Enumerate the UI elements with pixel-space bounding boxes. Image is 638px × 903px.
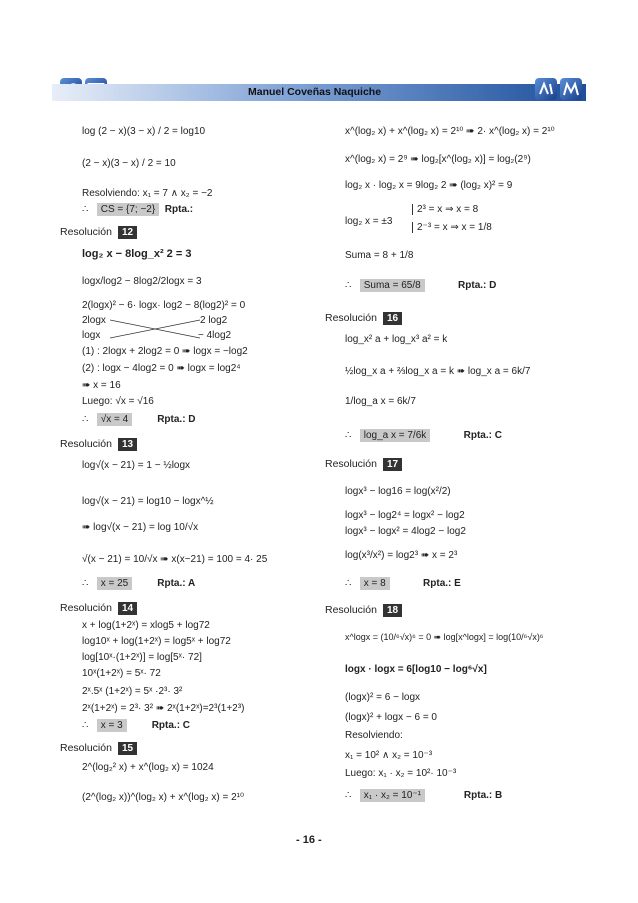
r18-line-f: x₁ = 10² ∧ x₂ = 10⁻³ — [345, 750, 433, 761]
left-line-1: log (2 − x)(3 − x) / 2 = log10 — [82, 126, 206, 137]
rpta-label: Rpta.: E — [423, 578, 461, 589]
r14-answer: ∴ x = 3 Rpta.: C — [82, 720, 191, 731]
left-answer-11 — [82, 204, 193, 215]
r12-line-f: (1) : 2logx + 2log2 = 0 ➠ logx = −log2 — [82, 346, 248, 357]
rpta-label: Rpta.: D — [458, 280, 497, 291]
r14-line-a: x + log(1+2ˣ) = xlog5 + log72 — [82, 620, 210, 631]
resolucion-number: 13 — [118, 438, 137, 451]
left-line-2: (2 − x)(3 − x) / 2 = 10 — [82, 158, 176, 169]
r15-line-b: (2^(log₂ x))^(log₂ x) + x^(log₂ x) = 2¹⁰ — [82, 792, 244, 803]
r18-line-a: x^logx = (10/⁶√x)⁶ = 0 ➠ log[x^logx] = log(10/⁶√x)⁶ — [345, 632, 544, 642]
r12-line-b: logx/log2 − 8log2/2logx = 3 — [82, 276, 202, 287]
r14-line-c: log[10ˣ·(1+2ˣ)] = log[5ˣ· 72] — [82, 652, 202, 663]
r18-line-e: Resolviendo: — [345, 730, 403, 741]
r13-line-b: log√(x − 21) = log10 − logx^½ — [82, 496, 214, 507]
resolucion-12-heading: Resolución 12 — [60, 226, 137, 239]
right-line-a2: x^(log₂ x) = 2⁹ ➠ log₂[x^(log₂ x)] = log₂(2⁹) — [345, 154, 531, 165]
r13-line-d: √(x − 21) = 10/√x ➠ x(x−21) = 100 = 4· 25 — [82, 554, 268, 565]
right-line-a4-top: 2³ = x ⇒ x = 8 — [412, 204, 478, 215]
r12-line-c: 2(logx)² − 6· logx· log2 − 8(log2)² = 0 — [82, 300, 246, 311]
r13-answer: ∴ x = 25 Rpta.: A — [82, 578, 196, 589]
answer-box: x₁ · x₂ = 10⁻¹ — [360, 789, 425, 802]
r12-line-d2: 2 log2 — [200, 315, 228, 326]
r14-line-d: 10ˣ(1+2ˣ) = 5ˣ· 72 — [82, 668, 161, 679]
resolucion-number: 18 — [383, 604, 402, 617]
logo-right-1 — [535, 78, 557, 100]
r18-line-b: logx · logx = 6[log10 − log⁶√x] — [345, 664, 487, 675]
r15-line-a: 2^(log₂² x) + x^(log₂ x) = 1024 — [82, 762, 214, 773]
r18-line-c: (logx)² = 6 − logx — [345, 692, 421, 703]
rpta-label: Rpta.: A — [157, 578, 196, 589]
answer-box: x = 8 — [360, 577, 390, 590]
r16-line-c: 1/log_a x = 6k/7 — [345, 396, 416, 407]
right-answer-a6: ∴ Suma = 65/8 Rpta.: D — [345, 280, 497, 291]
r18-line-d: (logx)² + logx − 6 = 0 — [345, 712, 437, 723]
resolucion-13-heading: Resolución 13 — [60, 438, 137, 451]
header-title: Manuel Coveñas Naquiche — [248, 86, 382, 98]
answer-box: Suma = 65/8 — [360, 279, 425, 292]
right-line-a4-bot: 2⁻³ = x ⇒ x = 1/8 — [412, 222, 492, 233]
resolucion-15-heading: Resolución 15 — [60, 742, 137, 755]
resolucion-number: 12 — [118, 226, 137, 239]
r12-line-e1: logx — [82, 330, 101, 341]
right-line-a3: log₂ x · log₂ x = 9log₂ 2 ➠ (log₂ x)² = 9 — [345, 180, 513, 191]
r16-answer: ∴ log_a x = 7/6k Rpta.: C — [345, 430, 502, 441]
r16-line-a: log_x² a + log_x³ a² = k — [345, 334, 448, 345]
therefore-symbol: ∴ — [82, 204, 89, 215]
resolucion-number: 16 — [383, 312, 402, 325]
page-number: - 16 - — [296, 834, 322, 846]
r17-line-a: logx³ − log16 = log(x²/2) — [345, 486, 451, 497]
r14-line-e: 2ˣ.5ˣ (1+2ˣ) = 5ˣ ·2³· 3² — [82, 686, 183, 697]
r16-line-b: ½log_x a + ⅔log_x a = k ➠ log_x a = 6k/7 — [345, 366, 531, 377]
resolucion-16-heading: Resolución 16 — [325, 312, 402, 325]
r13-line-c: ➠ log√(x − 21) = log 10/√x — [82, 522, 199, 533]
rpta-label: Rpta.: D — [157, 414, 196, 425]
r17-line-c: logx³ − logx² = 4log2 − log2 — [345, 526, 466, 537]
r18-line-g: Luego: x₁ · x₂ = 10²· 10⁻³ — [345, 768, 457, 779]
rpta-label: Rpta.: — [164, 204, 194, 215]
r12-line-a: log₂ x − 8log_x² 2 = 3 — [82, 248, 192, 260]
r12-line-h: ➠ x = 16 — [82, 380, 121, 391]
r12-line-d1: 2logx — [82, 315, 106, 326]
r17-line-b: logx³ − log2⁴ = logx² − log2 — [345, 510, 465, 521]
r12-line-g: (2) : logx − 4log2 = 0 ➠ logx = log2⁴ — [82, 363, 241, 374]
answer-box: √x = 4 — [97, 413, 132, 426]
right-line-a4: log₂ x = ±3 — [345, 216, 393, 227]
resolucion-number: 15 — [118, 742, 137, 755]
r18-answer: ∴ x₁ · x₂ = 10⁻¹ Rpta.: B — [345, 790, 503, 801]
right-line-a1: x^(log₂ x) + x^(log₂ x) = 2¹⁰ ➠ 2· x^(log₂ x) = 2¹⁰ — [345, 126, 555, 137]
answer-box: log_a x = 7/6k — [360, 429, 431, 442]
rpta-label: Rpta.: C — [463, 430, 502, 441]
rpta-label: Rpta.: C — [151, 720, 191, 731]
resolucion-18-heading: Resolución 18 — [325, 604, 402, 617]
logo-right-2 — [560, 78, 582, 100]
cross-diagram — [110, 318, 205, 340]
answer-box: x = 3 — [97, 719, 127, 732]
r12-line-i: Luego: √x = √16 — [82, 396, 154, 407]
r17-answer: ∴ x = 8 Rpta.: E — [345, 578, 461, 589]
r12-answer: ∴ √x = 4 Rpta.: D — [82, 414, 196, 425]
r12-line-e2: − 4log2 — [198, 330, 232, 341]
r14-line-f: 2ˣ(1+2ˣ) = 2³· 3² ➠ 2ˣ(1+2ˣ)=2³(1+2³) — [82, 703, 245, 714]
resolucion-14-heading: Resolución 14 — [60, 602, 137, 615]
rpta-label: Rpta.: B — [463, 790, 503, 801]
answer-box: x = 25 — [97, 577, 133, 590]
r14-line-b: log10ˣ + log(1+2ˣ) = log5ˣ + log72 — [82, 636, 231, 647]
resolucion-17-heading: Resolución 17 — [325, 458, 402, 471]
resolucion-number: 14 — [118, 602, 137, 615]
answer-box: CS = {7; −2} — [97, 203, 160, 216]
r17-line-d: log(x³/x²) = log2³ ➠ x = 2³ — [345, 550, 458, 561]
right-line-a5: Suma = 8 + 1/8 — [345, 250, 414, 261]
resolucion-number: 17 — [383, 458, 402, 471]
r13-line-a: log√(x − 21) = 1 − ½logx — [82, 460, 191, 471]
left-line-3: Resolviendo: x₁ = 7 ∧ x₂ = −2 — [82, 188, 213, 199]
